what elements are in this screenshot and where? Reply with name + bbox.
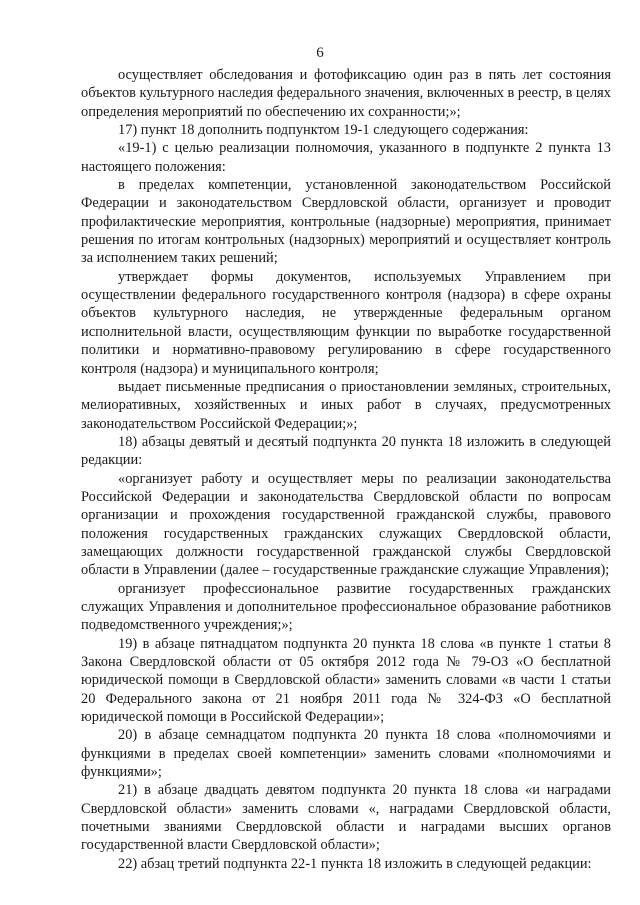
paragraph-professional-development: организует профессиональное развитие государственных гражданских служащих Управления и дополнительное профессиональное образование работников подведомственного учреждения;»; — [81, 580, 611, 634]
paragraph-continuation: осуществляет обследования и фотофиксацию один раз в пять лет состояния объектов культурного наследия федерального значения, включенных в реестр, в целях определения мероприятий по обеспечению их сохранности;»; — [81, 67, 611, 120]
paragraph-item-21: 21) в абзаце двадцать девятом подпункта 20 пункта 18 слова «и наградами Свердловской области» заменить словами «, наградами Свердловской области, почетными званиями Свердловской области и наградами высших органов государственной власти Свердловской области»; — [81, 782, 611, 854]
paragraph-item-18: 18) абзацы девятый и десятый подпункта 20 пункта 18 изложить в следующей редакции: — [81, 433, 611, 469]
paragraph-subitem-19-1: «19-1) с целью реализации полномочия, указанного в подпункте 2 пункта 13 настоящего положения: — [81, 140, 611, 175]
document-body — [81, 66, 611, 873]
paragraph-item-22: 22) абзац третий подпункта 22-1 пункта 18 изложить в следующей редакции: — [118, 855, 592, 872]
paragraph-item-17: 17) пункт 18 дополнить подпунктом 19-1 следующего содержания: — [118, 122, 529, 139]
paragraph-competence: в пределах компетенции, установленной законодательством Российской Федерации и законодательством Свердловской области, организует и проводит профилактические мероприятия, контрольные (надзорные) мероприятия, принимает решения по итогам контрольных (надзорных) мероприятий и осуществляет контроль за исполнением таких решений; — [81, 177, 611, 267]
paragraph-item-19: 19) в абзаце пятнадцатом подпункта 20 пункта 18 слова «в пункте 1 статьи 8 Закона Свердловской области от 05 октября 2012 года № 79-ОЗ «О бесплатной юридической помощи в Свердловской области» заменить словами «в части 1 статьи 20 Федерального закона от 21 ноября 2011 года № 324-ФЗ «О бесплатной юридической помощи в Российской Федерации»; — [81, 635, 611, 726]
paragraph-item-20: 20) в абзаце семнадцатом подпункта 20 пункта 18 слова «полномочиями и функциями в пределах своей компетенции» заменить словами «полномочиями и функциями»; — [81, 727, 611, 781]
paragraph-civil-service: «организует работу и осуществляет меры по реализации законодательства Российской Федерации и законодательства Свердловской области по вопросам организации и прохождения государственной гражданской службы, правового положения государственных гражданских служащих Свердловской области, замещающих должности государственной гражданской службы Свердловской области в Управлении (далее – государственные гражданские служащие Управления); — [81, 470, 611, 579]
paragraph-prescriptions: выдает письменные предписания о приостановлении земляных, строительных, мелиоративных, хозяйственных и иных работ в случаях, предусмотренных законодательством Российской Федерации;»; — [81, 378, 611, 432]
page-number: 6 — [316, 45, 324, 61]
paragraph-document-forms: утверждает формы документов, используемых Управлением при осуществлении федерального государственного контроля (надзора) в сфере охраны объектов культурного наследия, не утвержденные федеральным органом исполнительной власти, осуществляющим функции по выработке государственной политики и нормативно-правовому регулированию в сфере государственного контроля (надзора) и муниципального контроля; — [81, 268, 611, 377]
